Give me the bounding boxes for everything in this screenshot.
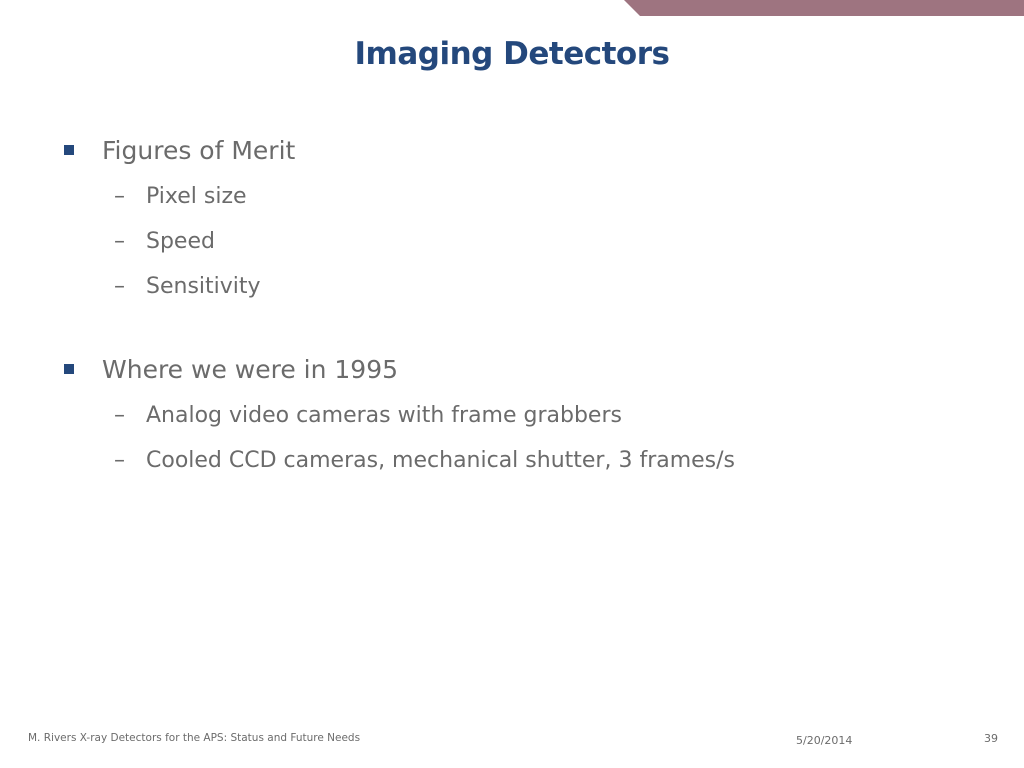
dash-icon: – (114, 448, 125, 473)
dash-icon: – (114, 184, 125, 209)
bullet-list (64, 132, 964, 483)
sub-bullet-item (64, 219, 964, 264)
slide-title: Imaging Detectors (354, 36, 670, 72)
dash-icon: – (114, 229, 125, 254)
sub-bullet-item (64, 393, 964, 438)
bullet-text: Figures of Merit (102, 136, 296, 165)
dash-icon: – (114, 274, 125, 299)
sub-bullet-text: Analog video cameras with frame grabbers (146, 403, 622, 428)
sub-bullet-text: Pixel size (146, 184, 247, 209)
sub-bullet-text: Speed (146, 229, 215, 254)
sub-bullet-text: Cooled CCD cameras, mechanical shutter, 3 frames/s (146, 448, 736, 473)
bullet-text: Where we were in 1995 (102, 355, 399, 384)
group-spacer (64, 309, 964, 351)
footer-presenter: M. Rivers X-ray Detectors for the APS: Status and Future Needs (28, 732, 361, 744)
bullet-item (64, 132, 964, 170)
footer-date: 5/20/2014 (796, 734, 853, 747)
dash-icon: – (114, 403, 125, 428)
sub-bullet-item (64, 174, 964, 219)
accent-band-shape (624, 0, 1024, 16)
sub-bullet-item (64, 438, 964, 483)
bullet-item (64, 351, 964, 389)
sub-bullet-item (64, 264, 964, 309)
top-accent-band (0, 0, 1024, 16)
sub-bullet-text: Sensitivity (146, 274, 261, 299)
square-bullet-icon (64, 145, 74, 155)
square-bullet-icon (64, 364, 74, 374)
footer-page-number: 39 (984, 732, 998, 745)
